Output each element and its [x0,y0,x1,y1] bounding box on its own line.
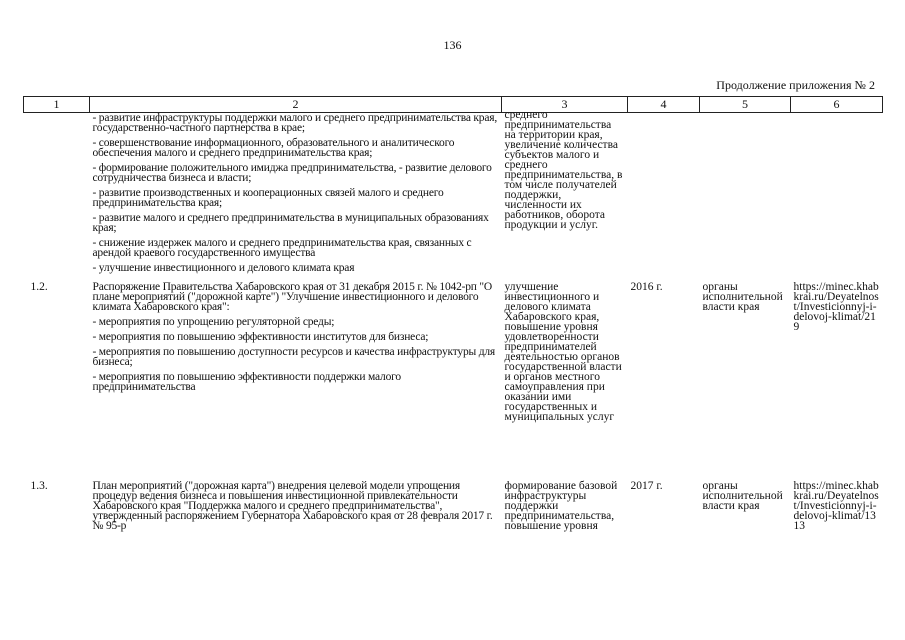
measure-title: План мероприятий ("дорожная карта") внедрения целевой модели упрощения процедур ведения бизнеса и повышения инвестиционной привлекательности Хабаровского края "Поддержка малого и среднего предпринимательства", утвержденный распоряжением Губернатора Хабаровского края от 28 февраля 2017 г. № 95-р [92,480,493,532]
cell-link [791,113,883,279]
cell-year: 2017 г. [630,480,663,492]
table-header-row [24,97,883,113]
cell-measures [90,278,502,474]
cell-result: формирование базовой инфраструктуры поддержки предпринимательства, повышение уровня [504,480,618,532]
list-item: - мероприятия по повышению эффективности институтов для бизнеса; [92,331,429,343]
list-item: - развитие малого и среднего предпринимательства в муниципальных образованиях края; [92,212,489,234]
result-text: среднего предпринимательства на территории края, увеличение количества субъектов малого и среднего предпринимательства, в том числе получателей поддержки, численности их работников, оборота продукции и услуг. [504,109,623,231]
cell-year: 2016 г. [630,281,663,293]
list-item: - снижение издержек малого и среднего предпринимательства края, связанных с арендой краевого государственного имущества [92,237,472,259]
cell-result: улучшение инвестиционного и делового климата Хабаровского края, повышение уровня удовлетворенности предпринимателей деятельностью органов государственной власти и органов местного самоуправления при оказании ими государственных и муниципальных услуг [504,281,622,423]
cell-executor: органы исполнительной власти края [702,480,783,512]
list-item: - совершенствование информационного, образовательного и аналитического обеспечения малого и среднего предпринимательства края; [92,137,455,159]
cell-year [628,113,700,279]
column-header-2: 2 [90,97,502,113]
list-item: - улучшение инвестиционного и делового климата края [92,262,355,274]
list-item: - мероприятия по повышению эффективности поддержки малого предпринимательства [92,371,401,393]
measure-title: Распоряжение Правительства Хабаровского края от 31 декабря 2015 г. № 1042-рп "О плане мероприятий ("дорожной карте") "Улучшение инвестиционного и делового климата Хабаровского края": [92,281,493,313]
cell-executor: органы исполнительной власти края [702,281,783,313]
cell-measures [90,113,502,279]
cell-result [502,109,628,279]
list-item: - развитие производственных и кооперационных связей малого и среднего предпринимательства края; [92,187,444,209]
measures-table [23,96,883,536]
continuation-label: Продолжение приложения № 2 [716,78,875,92]
column-header-4: 4 [628,97,700,113]
list-item: - мероприятия по упрощению регуляторной среды; [92,316,335,328]
row-number: 1.2. [30,281,48,293]
table-row [24,278,883,474]
column-header-6: 6 [791,97,883,113]
page-number: 136 [443,38,462,52]
cell-measures [90,474,502,536]
column-header-5: 5 [700,97,791,113]
list-item: - мероприятия по повышению доступности ресурсов и качества инфраструктуры для бизнеса; [92,346,495,368]
list-item: - формирование положительного имиджа предпринимательства, - развитие делового сотрудничества бизнеса и власти; [92,162,492,184]
row-number: 1.3. [30,480,48,492]
cell-executor [700,113,791,279]
cell-link[interactable]: https://minec.khabkrai.ru/Deyatelnost/Investicionnyj-i-delovoj-klimat/1313 [793,480,879,532]
list-item: - развитие инфраструктуры поддержки малого и среднего предпринимательства края, государственно-частного партнерства в крае; [92,112,498,134]
table-row-continuation [24,113,883,279]
column-header-1: 1 [24,97,90,113]
cell-number [24,113,90,279]
column-header-3: 3 [502,97,628,113]
cell-link[interactable]: https://minec.khabkrai.ru/Deyatelnost/Investicionnyj-i-delovoj-klimat/219 [793,281,879,333]
table-row [24,474,883,536]
